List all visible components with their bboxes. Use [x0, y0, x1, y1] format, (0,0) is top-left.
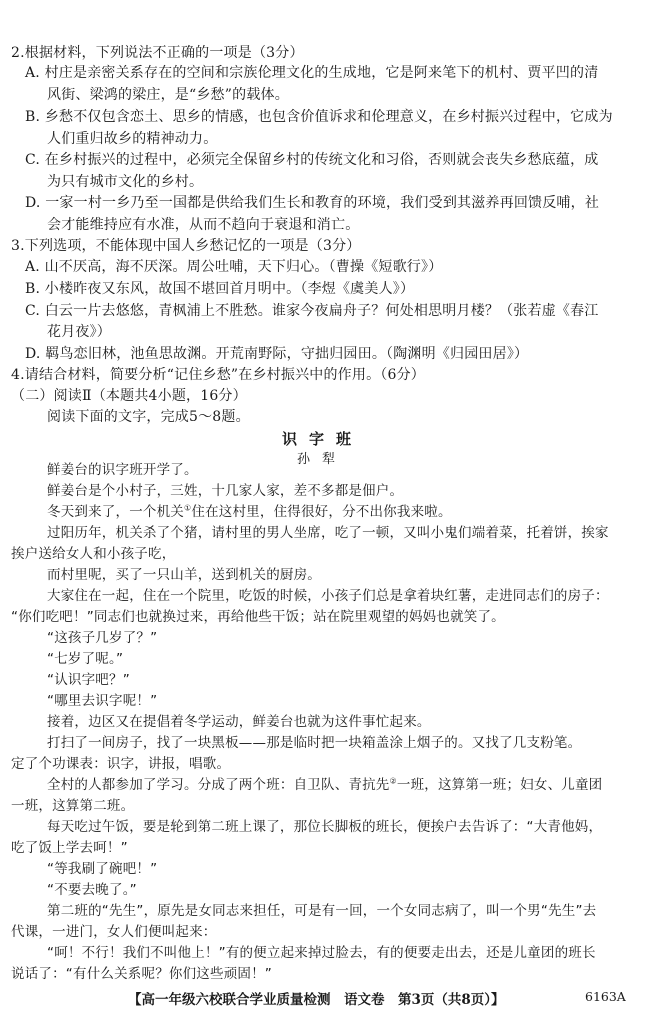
story-paragraph-cont: 定了个功课表：识字，讲报，唱歌。 [11, 756, 231, 772]
story-paragraph: 冬天到来了，一个机关①住在这村里，住得很好，分不出你我来啦。 [47, 503, 452, 520]
story-paragraph-cont: 代课，一进门，女人们便叫起来： [11, 924, 217, 940]
story-paragraph: 大家住在一起，住在一个院里，吃饭的时候，小孩子们总是拿着块红薯，走进同志们的房子： [47, 588, 609, 604]
story-paragraph: 鲜姜台是个小村子，三姓，十几家人家，差不多都是佃户。 [47, 483, 404, 499]
story-dialogue: “七岁了呢。” [47, 651, 124, 667]
story-paragraph: 第二班的“先生”，原先是女同志来担任，可是有一回，一个女同志病了，叫一个男“先生”去 [47, 903, 597, 919]
story-paragraph-cont: 一班，这算第二班。 [11, 798, 135, 814]
story-dialogue: “哪里去识字呢！” [47, 693, 158, 709]
question-3-option-c: C. 白云一片去悠悠，青枫浦上不胜愁。谁家今夜扁舟子？何处相思明月楼？（张若虚《春江 [25, 303, 599, 319]
story-paragraph: 每天吃过午饭，要是轮到第二班上课了，那位长脚板的班长，便挨户去告诉了：“大青他妈， [47, 819, 603, 835]
story-author: 孙犁 [297, 452, 348, 467]
question-3-option-a: A. 山不厌高，海不厌深。周公吐哺，天下归心。（曹操《短歌行》） [25, 259, 443, 275]
story-paragraph: 鲜姜台的识字班开学了。 [47, 462, 198, 478]
story-paragraph-cont: 说话了：“有什么关系呢？你们这些顽固！” [11, 966, 272, 982]
story-paragraph-cont: 吃了饭上学去呵！” [11, 840, 128, 856]
story-paragraph-cont: “你们吃吧！”同志们也就换过来，再给他些干饭；站在院里观望的妈妈也就笑了。 [11, 609, 505, 625]
section-2-heading: （二）阅读Ⅱ（本题共4小题，16分） [11, 388, 247, 404]
question-3-option-d: D. 羁鸟恋旧林，池鱼思故渊。开荒南野际，守拙归园田。（陶渊明《归园田居》） [25, 346, 529, 362]
question-2-option-b-cont: 人们重归故乡的精神动力。 [47, 131, 218, 147]
question-2-option-c-cont: 为只有城市文化的乡村。 [47, 174, 204, 190]
story-paragraph: 而村里呢，买了一只山羊，送到机关的厨房。 [47, 567, 321, 583]
story-paragraph-cont: 挨户送给女人和小孩子吃， [11, 546, 176, 562]
question-2-option-c: C. 在乡村振兴的过程中，必须完全保留乡村的传统文化和习俗，否则就会丧失乡愁底蕴，成 [25, 152, 599, 168]
story-paragraph: 接着，边区又在提倡着冬学运动，鲜姜台也就为这件事忙起来。 [47, 714, 431, 730]
page-footer [0, 988, 648, 1008]
story-paragraph: 全村的人都参加了学习。分成了两个班：自卫队、青抗先②一班，这算第一班；妇女、儿童团 [47, 776, 603, 793]
question-2-option-a: A. 村庄是亲密关系存在的空间和宗族伦理文化的生成地，它是阿来笔下的机村、贾平凹的清 [25, 65, 599, 81]
question-2-option-d: D. 一家一村一乡乃至一国都是供给我们生长和教育的环境，我们受到其滋养再回馈反哺，社 [25, 195, 600, 211]
footnote-marker: ① [184, 503, 192, 513]
footer-exam-info: 【高一年级六校联合学业质量检测 语文卷 第3页（共8页）】 [128, 992, 505, 1008]
question-4-stem: 4.请结合材料，简要分析“记住乡愁”在乡村振兴中的作用。（6分） [11, 367, 425, 383]
section-2-instruction: 阅读下面的文字，完成5～8题。 [47, 409, 250, 425]
question-3-option-c-cont: 花月夜》） [47, 324, 111, 340]
story-dialogue: “等我刷了碗吧！” [47, 861, 158, 877]
story-dialogue: “这孩子几岁了？” [47, 630, 158, 646]
question-3-option-b: B. 小楼昨夜又东风，故国不堪回首月明中。（李煜《虞美人》） [25, 281, 415, 297]
footer-code: 6163A [585, 989, 626, 1004]
question-2-stem: 2.根据材料，下列说法不正确的一项是（3分） [11, 45, 304, 61]
question-2-option-b: B. 乡愁不仅包含恋土、思乡的情感，也包含价值诉求和伦理意义，在乡村振兴过程中，它成为 [25, 109, 613, 125]
story-dialogue: “不要去晚了。” [47, 882, 137, 898]
question-2-option-d-cont: 会才能维持应有水准，从而不趋向于衰退和消亡。 [47, 217, 360, 233]
footnote-marker: ② [389, 776, 397, 786]
story-paragraph: 打扫了一间房子，找了一块黑板——那是临时把一块箱盖涂上烟子的。又找了几支粉笔。 [47, 735, 582, 751]
story-paragraph: 过阳历年，机关杀了个猪，请村里的男人坐席，吃了一顿，又叫小鬼们端着菜，托着饼，挨家 [47, 525, 609, 541]
story-paragraph: “呵！不行！我们不叫他上！”有的便立起来掉过脸去，有的便要走出去，还是儿童团的班长 [47, 945, 596, 961]
story-title: 识字班 [282, 430, 364, 448]
question-3-stem: 3.下列选项，不能体现中国人乡愁记忆的一项是（3分） [11, 238, 361, 254]
story-dialogue: “认识字吧？” [47, 672, 130, 688]
question-2-option-a-cont: 风街、梁鸿的梁庄，是“乡愁”的载体。 [47, 87, 289, 103]
